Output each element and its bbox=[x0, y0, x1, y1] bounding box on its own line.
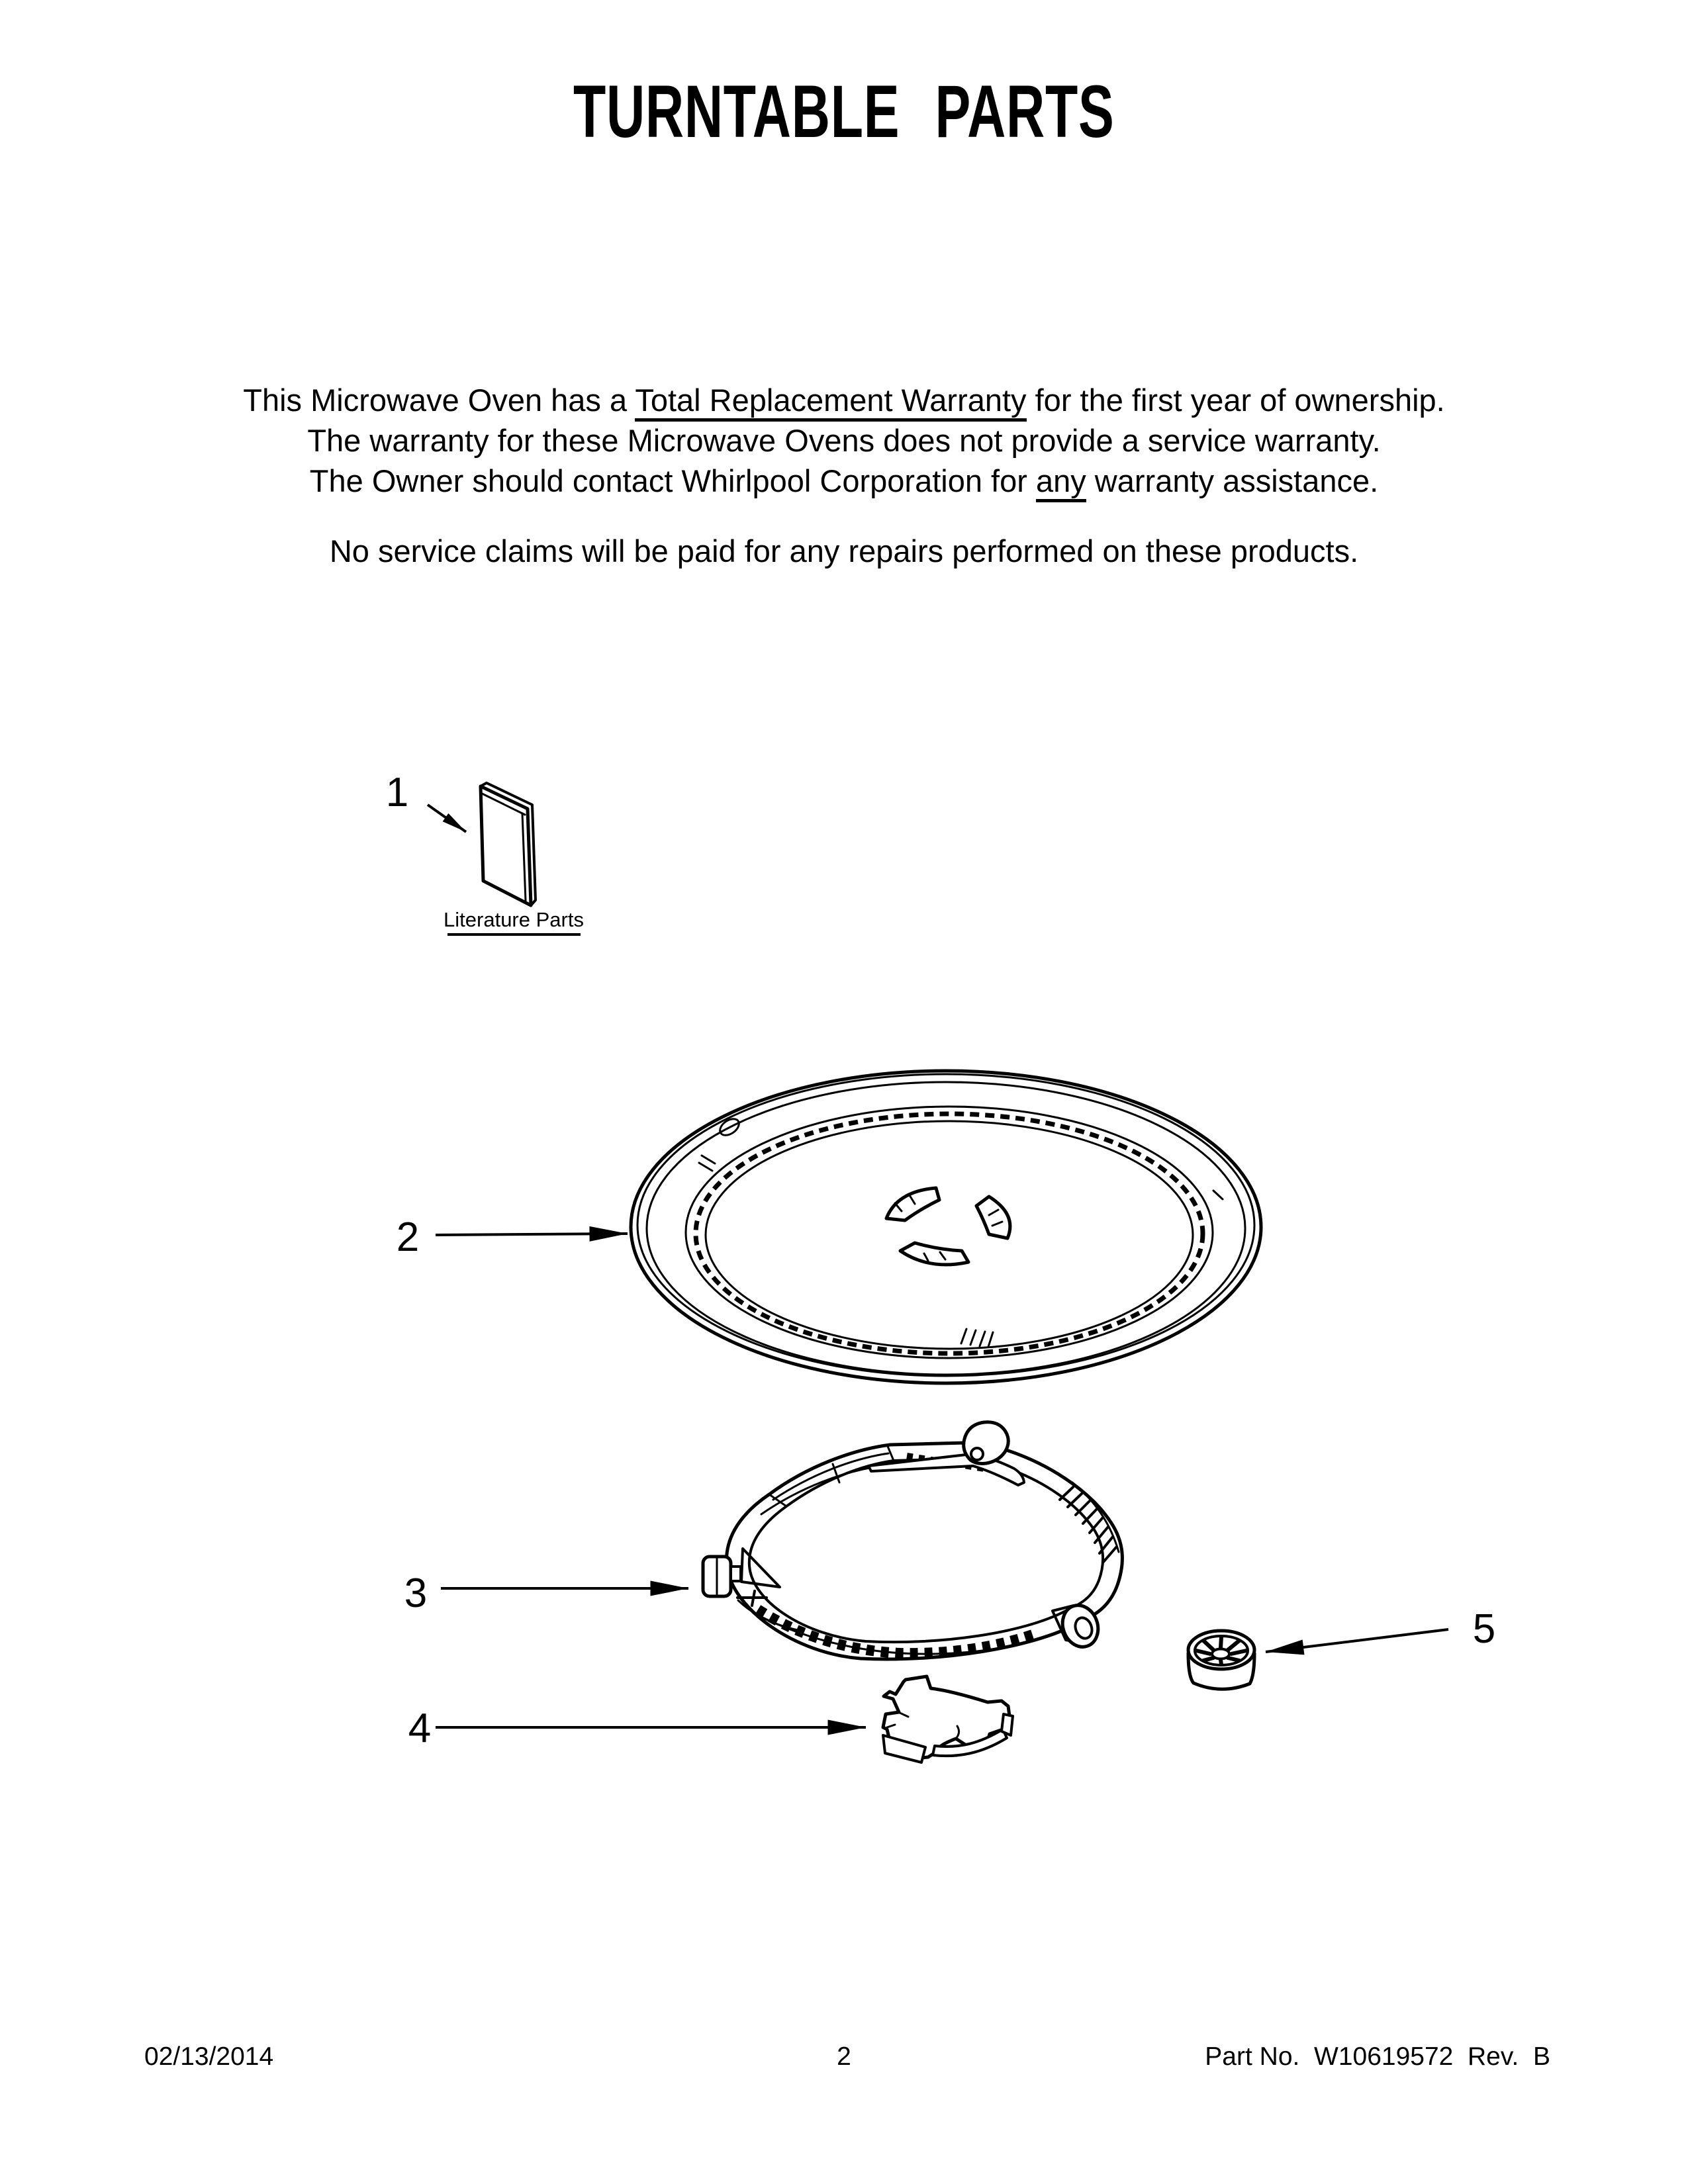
literature-parts-caption: Literature Parts bbox=[444, 908, 584, 931]
warranty-line-3: The Owner should contact Whirlpool Corporation for any warranty assistance. bbox=[0, 461, 1688, 501]
ring-teeth bbox=[758, 1610, 1033, 1653]
part-label-4: 4 bbox=[408, 1706, 432, 1751]
roller-wheel-drawing bbox=[1188, 1631, 1254, 1689]
footer-part-number: Part No. W10619572 Rev. B bbox=[1205, 2042, 1550, 2071]
part-label-2: 2 bbox=[396, 1214, 420, 1260]
footer-date: 02/13/2014 bbox=[144, 2042, 274, 2071]
warranty-line-2: The warranty for these Microwave Ovens does not provide a service warranty. bbox=[307, 423, 1381, 458]
part-label-5: 5 bbox=[1472, 1606, 1496, 1652]
footer-page-number: 2 bbox=[837, 2042, 851, 2071]
ring-bottom-right-roller bbox=[1053, 1600, 1103, 1652]
turntable-support-ring-group bbox=[404, 1422, 1123, 1659]
part-arrow-1 bbox=[428, 805, 466, 832]
part-arrow-2 bbox=[436, 1234, 628, 1235]
warranty-line-1: This Microwave Oven has a Total Replacement Warranty for the first year of ownership. bbox=[0, 380, 1688, 420]
part-arrow-5 bbox=[1266, 1629, 1448, 1652]
literature-booklet-drawing bbox=[481, 783, 536, 905]
part-label-3: 3 bbox=[404, 1570, 428, 1616]
part-label-1: 1 bbox=[385, 770, 409, 815]
support-ring-drawing bbox=[703, 1422, 1122, 1659]
page-footer bbox=[0, 2042, 1688, 2074]
literature-parts-group bbox=[386, 770, 584, 934]
roller-wheel-group bbox=[1188, 1606, 1495, 1689]
turntable-hub-group bbox=[408, 1676, 1013, 1762]
hub-coupler-drawing bbox=[883, 1676, 1013, 1762]
underlined-any: any bbox=[1036, 463, 1086, 502]
page-title-text: TURNTABLE PARTS bbox=[573, 70, 1115, 153]
tray-center-tabs bbox=[886, 1188, 1010, 1265]
turntable-tray-drawing bbox=[631, 1071, 1261, 1383]
underlined-total-replacement-warranty: Total Replacement Warranty bbox=[635, 383, 1026, 422]
turntable-tray-group bbox=[397, 1071, 1261, 1383]
warranty-line-4: No service claims will be paid for any repairs performed on these products. bbox=[329, 533, 1359, 569]
ring-top-roller bbox=[964, 1422, 1009, 1464]
